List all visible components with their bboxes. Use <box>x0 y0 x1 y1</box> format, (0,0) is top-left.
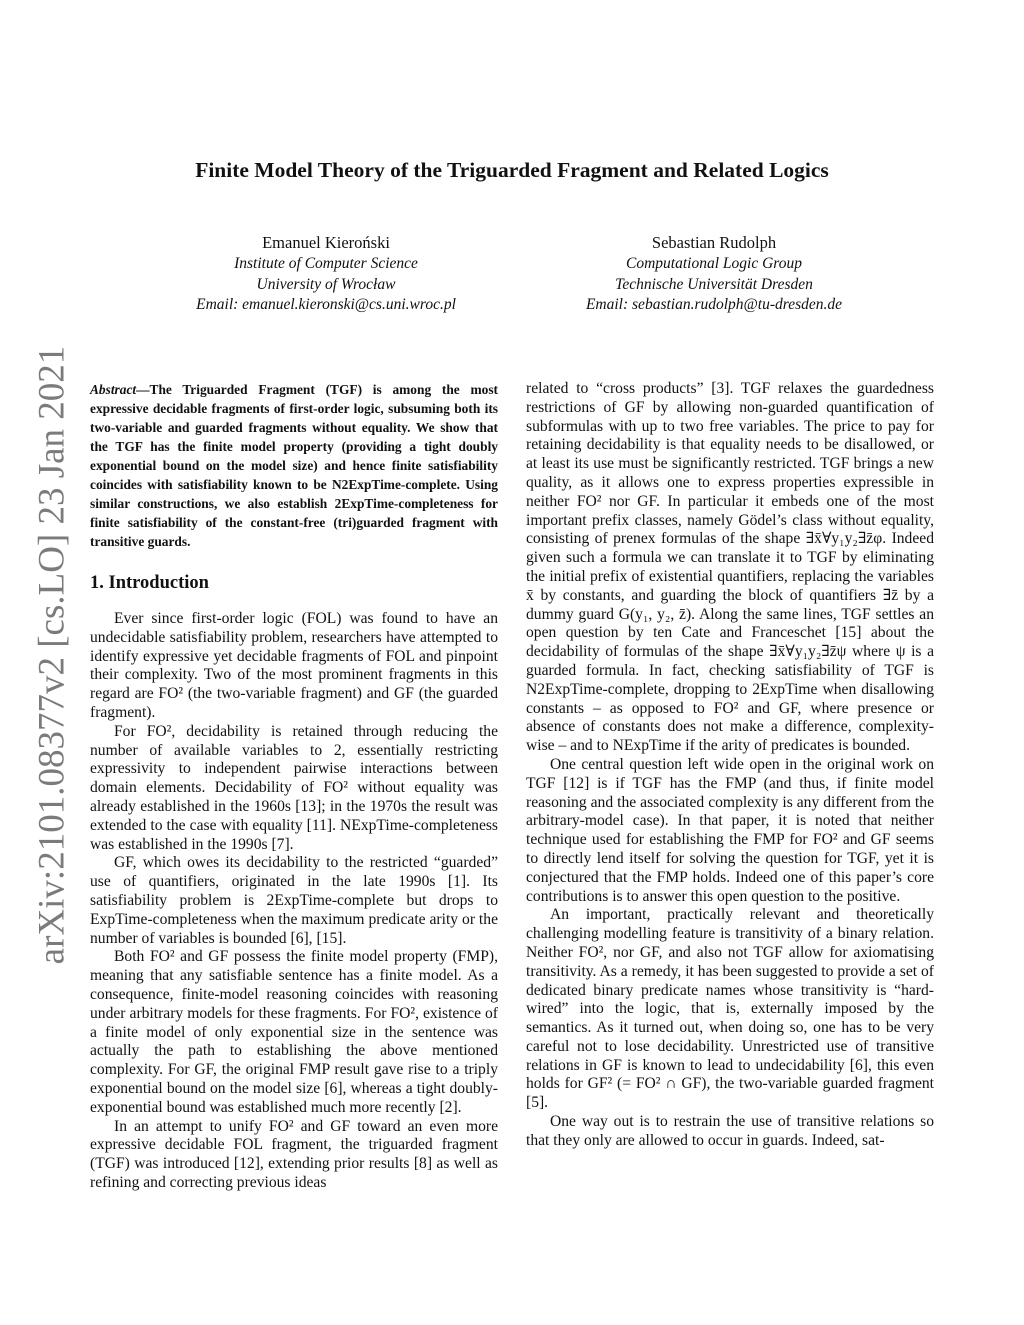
author-affiliation: University of Wrocław <box>256 275 396 293</box>
arxiv-identifier-sidebar: arXiv:2101.08377v2 [cs.LO] 23 Jan 2021 <box>31 345 73 965</box>
section-heading <box>90 573 498 594</box>
body-paragraph: Both FO² and GF possess the finite model property (FMP), meaning that any satisfiable sentence has a finite model. As a consequence, finite-model reasoning coincides with reasoning under arbitrary models for these fragments. For FO², existence of a finite model of only exponential size in the sentence was actually the path to establishing the above mentioned complexity. For GF, the original FMP result gave rise to a triply exponential bound on the model size [6], whereas a tight doubly-exponential bound was established much more recently [2]. <box>90 948 498 1116</box>
body-paragraph: GF, which owes its decidability to the restricted “guarded” use of quantifiers, originated in the late 1990s [1]. Its satisfiability problem is 2ExpTime-complete but drops to ExpTime-completeness when the maximum predicate arity or the number of variables is bounded [6], [15]. <box>90 854 498 947</box>
abstract-text: —The Triguarded Fragment (TGF) is among the most expressive decidable fragments of first-order logic, subsuming both its two-variable and guarded fragments without equality. We show that the TGF has the finite model property (providing a tight doubly exponential bound on the model size) and hence finite satisfiability coincides with satisfiability known to be N2ExpTime-complete. Using similar constructions, we also establish 2ExpTime-completeness for finite satisfiability of the constant-free (tri)guarded fragment with transitive guards. <box>90 382 498 549</box>
section-title: Introduction <box>108 573 209 593</box>
section-number: 1. <box>90 573 104 593</box>
author-block-1 <box>146 232 506 316</box>
author-affiliation: Technische Universität Dresden <box>615 275 813 293</box>
right-column <box>526 380 934 1151</box>
paper-title: Finite Model Theory of the Triguarded Fragment and Related Logics <box>195 158 829 182</box>
author-name: Emanuel Kieroński <box>262 233 390 252</box>
author-name: Sebastian Rudolph <box>651 233 777 252</box>
abstract <box>90 380 498 551</box>
author-affiliation: Institute of Computer Science <box>234 255 418 272</box>
body-paragraph: Ever since first-order logic (FOL) was found to have an undecidable satisfiability problem, researchers have attempted to identify expressive yet decidable fragments of FOL and pinpoint their complexity. Two of the most prominent fragments in this regard are FO² (the two-variable fragment) and GF (the guarded fragment). <box>90 610 498 721</box>
body-paragraph: For FO², decidability is retained through reducing the number of available variables to 2, essentially restricting expressivity to independent pairwise interactions between domain elements. Decidability of FO² without equality was already established in the 1960s [13]; in the 1970s the result was extended to the case with equality [11]. NExpTime-completeness was established in the 1990s [7]. <box>90 722 498 853</box>
body-paragraph: An important, practically relevant and theoretically challenging modelling feature is transitivity of a binary relation. Neither FO², nor GF, and also not TGF allow for axiomatising transitivity. As a remedy, it has been suggested to provide a set of dedicated binary predicate names whose transitivity is “hard-wired” into the logic, that is, externally imposed by the semantics. As it turned out, when doing so, one has to be very careful not to lose decidability. Unrestricted use of transitive relations in GF is known to lead to undecidability [6], this even holds for GF² (= FO² ∩ GF), the two-variable guarded fragment [5]. <box>526 906 934 1112</box>
body-paragraph: related to “cross products” [3]. TGF relaxes the guardedness restrictions of GF by allowing non-guarded quantification of subformulas with up to two free variables. The price to pay for retaining decidability is that equality needs to be disallowed, or at least its use must be significantly restricted. TGF brings a new quality, as it allows one to express properties expressible in neither FO² nor GF. In particular it embeds one of the most important prefix classes, namely Gödel’s class without equality, consisting of prenex formulas of the shape ∃x̄∀y₁y₂∃z̄φ. Indeed given such a formula we can translate it to TGF by eliminating the initial prefix of existential quantifiers, replacing the variables x̄ by constants, and guarding the block of quantifiers ∃z̄ by a dummy guard G(y₁, y₂, z̄). Along the same lines, TGF settles an open question by ten Cate and Franceschet [15] about the decidability of formulas of the shape ∃x̄∀y₁y₂∃z̄ψ where ψ is a guarded formula. In fact, checking satisfiability of TGF is N2ExpTime-complete, dropping to 2ExpTime when disallowing constants – as opposed to FO² and GF, where presence or absence of constants does not make a difference, complexity-wise – and to NExpTime if the arity of predicates is bounded. <box>526 380 934 755</box>
author-email[interactable]: Email: sebastian.rudolph@tu-dresden.de <box>585 296 843 313</box>
author-email[interactable]: Email: emanuel.kieronski@cs.uni.wroc.pl <box>196 296 456 313</box>
body-paragraph: In an attempt to unify FO² and GF toward an even more expressive decidable FOL fragment, the triguarded fragment (TGF) was introduced [12], extending prior results [8] as well as refining and correcting previous ideas <box>90 1117 498 1191</box>
author-affiliation: Computational Logic Group <box>626 255 802 272</box>
abstract-label: Abstract <box>90 382 137 397</box>
body-paragraph: One central question left wide open in the original work on TGF [12] is if TGF has the FMP (and thus, if finite model reasoning and the associated complexity is any different from the arbitrary-model case). In that paper, it is noted that neither technique used for establishing the FMP for FO² and GF seems to directly lend itself for solving the question for TGF, yet it is conjectured that the FMP holds. Indeed one of this paper’s core contributions is to answer this open question to the positive. <box>526 755 934 905</box>
author-block-2 <box>534 232 894 316</box>
body-paragraph: One way out is to restrain the use of transitive relations so that they only are allowed to occur in guards. Indeed, sat- <box>526 1113 934 1149</box>
left-column <box>90 380 498 1193</box>
